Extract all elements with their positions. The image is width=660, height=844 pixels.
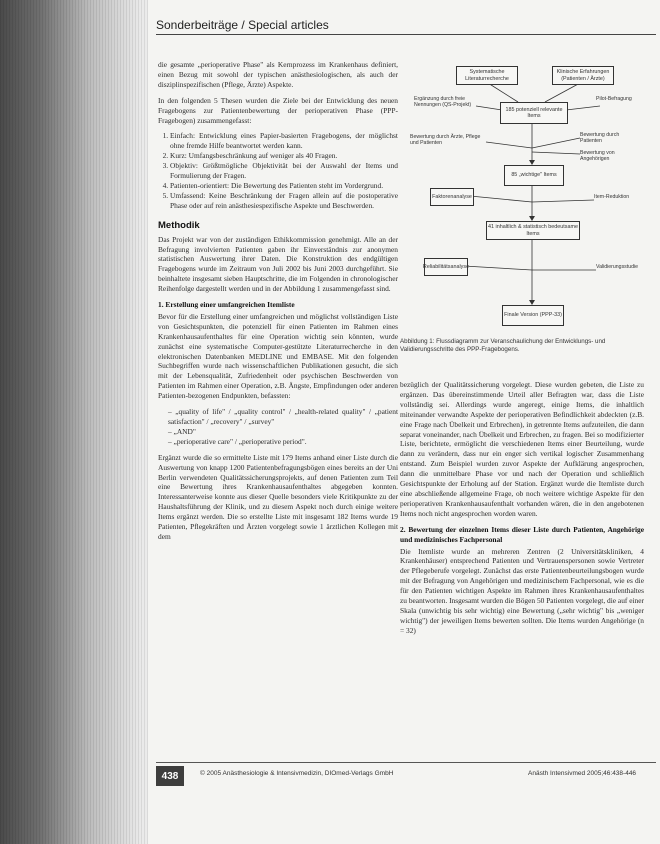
list-item: – „quality of life" / „quality control" / „health-related quality" / „patient satisfaction" / „recovery" / „survey"	[168, 407, 398, 427]
note-item-reduction: Item-Reduktion	[594, 194, 630, 200]
left-column	[158, 60, 398, 548]
note-validation: Validierungsstudie	[596, 264, 639, 270]
methodik-heading: Methodik	[158, 219, 200, 231]
step1-heading: 1. Erstellung einer umfangreichen Itemliste	[158, 300, 295, 310]
methodik-paragraph: Das Projekt war von der zuständigen Ethikkommission genehmigt. Alle an der Befragung involvierten Patienten gaben ihr Einverständnis zur anonymen statistischen Auswertung ihrer Daten. Die Konstruktion des endgültigen Fragebogens wurde im Zeitraum von Juli 2002 bis Juni 2003 durchgeführt. Sie beinhaltete insgesamt sieben Hauptschritte, die im Folgenden in chronologischer Reihenfolge dargestellt werden und in der Abbildung 1 zusammengefasst sind.	[158, 234, 398, 294]
step2-heading: 2. Bewertung der einzelnen Items dieser Liste durch Patienten, Angehörige und medizinisches Fachpersonal	[400, 524, 644, 544]
page-number: 438	[156, 766, 184, 786]
footer-copyright: © 2005 Anästhesiologie & Intensivmedizin, DIOmed-Verlags GmbH	[200, 770, 394, 777]
figure-caption: Abbildung 1: Flussdiagramm zur Veranschaulichung der Entwicklungs- und Validierungsschritte des PPP-Fragebogens.	[400, 338, 606, 353]
theses-list	[158, 131, 398, 210]
footer-rule	[156, 762, 656, 763]
list-item: 4. Patienten-orientiert: Die Bewertung des Patienten steht im Vordergrund.	[170, 181, 398, 191]
list-item: 2. Kurz: Umfangsbeschränkung auf weniger als 40 Fragen.	[170, 151, 398, 161]
theses-intro: In den folgenden 5 Thesen wurden die Ziele bei der Entwicklung des neuen Fragebogens zur Patientenbewertung der perioperativen Phase (PPP-Fragebogen) zusammengefasst:	[158, 95, 398, 125]
step1-paragraph: Bevor für die Erstellung einer umfangreichen und möglichst vollständigen Liste von Gesichtspunkten, die potenziell für einen Patienten im Rahmen eines Krankenhausaufenthaltes für eine Operation wichtig sein könnten, wurde zunächst eine systematische Computer-gestützte Literaturrecherche in den elektronischen Datenbanken MEDLINE und EMBASE. Mit den folgenden Suchbegriffen wurde nach wissenschaftlichen Publikationen gesucht, die sich mit der Lebensqualität, Zufriedenheit oder psychischen Beschwerden von Patienten im Rahmen einer Operation, z.B. Ängste, Empfindungen oder anderen Patienten-bezogenen Endpunkten, befassten:	[158, 311, 398, 401]
facing-page-edge	[0, 0, 150, 844]
list-item: – „perioperative care" / „perioperative period".	[168, 437, 398, 447]
box-41-items: 41 inhaltlich & statistisch bedeutsame Items	[486, 221, 580, 240]
step2-paragraph: Die Itemliste wurde an mehreren Zentren (2 Universitätskliniken, 4 Krankenhäuser) entsprechend Patienten und Vertrauenspersonen sowie Vertreter der Pflegeberufe vorgelegt. Zunächst das erste Patientenbeurteilungsbogen wurde mit der Befragung von Angehörigen und medizinischem Fachpersonal, wie es die für den Patienten wichtigen Aspekte im Rahmen ihres Krankenhausaufenthaltes zu beantworten. Insgesamt wurden die Bögen 50 Patienten vorgelegt, die auf einer Skala (unwichtig bis sehr wichtig) eine Bewertung („sehr wichtig" bis „weniger wichtig") der jeweiligen Items bewerten sollten. Die Items wurden Angehörige (n = 32)	[400, 546, 644, 635]
box-factor-analysis: Faktorenanalyse	[430, 188, 474, 206]
footer-citation: Anästh Intensivmed 2005;46:438-446	[528, 770, 637, 777]
box-reliability: Reliabilitätsanalyse	[424, 258, 468, 276]
flowchart-figure	[400, 60, 644, 330]
box-literature: Systematische Literaturrecherche	[456, 66, 518, 85]
note-rating-patients: Bewertung durch Patienten	[580, 132, 620, 145]
note-pilot: Pilot-Befragung	[596, 96, 632, 102]
list-item: – „AND"	[168, 427, 398, 437]
journal-page	[148, 0, 660, 844]
note-rating-staff: Bewertung durch Ärzte, Pflege und Patienten	[410, 134, 481, 147]
note-free-mentions: Ergänzung durch freie Nennungen (QS-Projekt)	[414, 96, 472, 109]
list-item: 5. Umfassend: Keine Beschränkung der Fragen allein auf die postoperative Phase oder auf rein anästhesiespezifische Aspekte und Beschwerden.	[170, 191, 398, 211]
closing-paragraph: Ergänzt wurde die so ermittelte Liste mit 179 Items anhand einer Liste durch die Auswertung von knapp 1200 Patientenbefragungsbögen eines bereits an der Uni Berlin verwendeten Qualitätssicherungsprojekts, auf denen Patienten zum Teil eine Bewertung ihres Krankenhausaufenthaltes abgegeben konnten. Interessanterweise konnte aus dieser Quelle besonders viele Kritikpunkte zu der Haushaltsführung der Klinik, und zu diesem Aspekt noch durch einige weitere Items ergänzt werden. Die so erstellte Liste mit insgesamt 182 Items wurde 19 Patienten, Pflegekräften und Ärzten vorgelegt sowie 1 ärztlichen Kollegen mit dem	[158, 452, 398, 541]
box-final-version: Finale Version (PPP-33)	[502, 305, 564, 326]
intro-paragraph: die gesamte „perioperative Phase" als Kernprozess im Krankenhaus definiert, einen Bezug mit sowohl der typischen anästhesiologischen, als auch der disziplinspezifischen (Pflege, Ärzte) Aspekte.	[158, 60, 398, 89]
running-header: Sonderbeiträge / Special articles	[156, 18, 329, 32]
box-85-items: 85 „wichtige" Items	[504, 165, 564, 186]
box-185-items: 185 potenziell relevante Items	[500, 102, 568, 124]
box-clinical-experience: Klinische Erfahrungen (Patienten / Ärzte)	[552, 66, 614, 85]
list-item: 3. Objektiv: Größtmögliche Objektivität bei der Auswahl der Items und Formulierung der Fragen.	[170, 161, 398, 181]
header-rule	[156, 34, 656, 35]
right-paragraph: bezüglich der Qualitätssicherung vorgelegt. Diese wurden gebeten, die Liste zu ergänzen. Das übereinstimmende Urteil aller Befragten war, dass die Liste vollständig sei. Allerdings wurde angeregt, einige Items, die inhaltlich miteinander verwandte Aspekte der perioperativen Befindlichkeit abdeckten (z.B. eine Frage nach Übelkeit und Erbrechen), in getrennte Items aufzuteilen, die dann separat voneinander, nach Übelkeit und Erbrechen, zu fragen. Bei so modifizierter Liste, berichtete, ermöglicht die verschiedenen Items einer Beurteilung, wurde dann zu verändern, dass nur ein enger sich vertikal logischer Zusammenhang entstand. Zum Beispiel wurden zuvor Aspekte der Aufklärung angesprochen, dann die unmittelbare Phase vor und nach der Operation und schließlich Gesichtspunkte der Erholung auf der Station. Ergänzt wurde die Itemliste durch eine abschließende allgemeine Frage, ob noch weitere wichtige Aspekte für den perioperativen Krankenhausaufenthalt vorhanden wären, die in den angebotenen Items noch nicht angesprochen worden waren.	[400, 380, 644, 518]
note-rating-relatives: Bewertung von Angehörigen	[580, 150, 615, 163]
list-item: 1. Einfach: Entwicklung eines Papier-basierten Fragebogens, der möglichst ohne fremde Hilfe beantwortet werden kann.	[170, 131, 398, 151]
right-column	[400, 380, 644, 642]
search-terms-list	[158, 407, 398, 447]
